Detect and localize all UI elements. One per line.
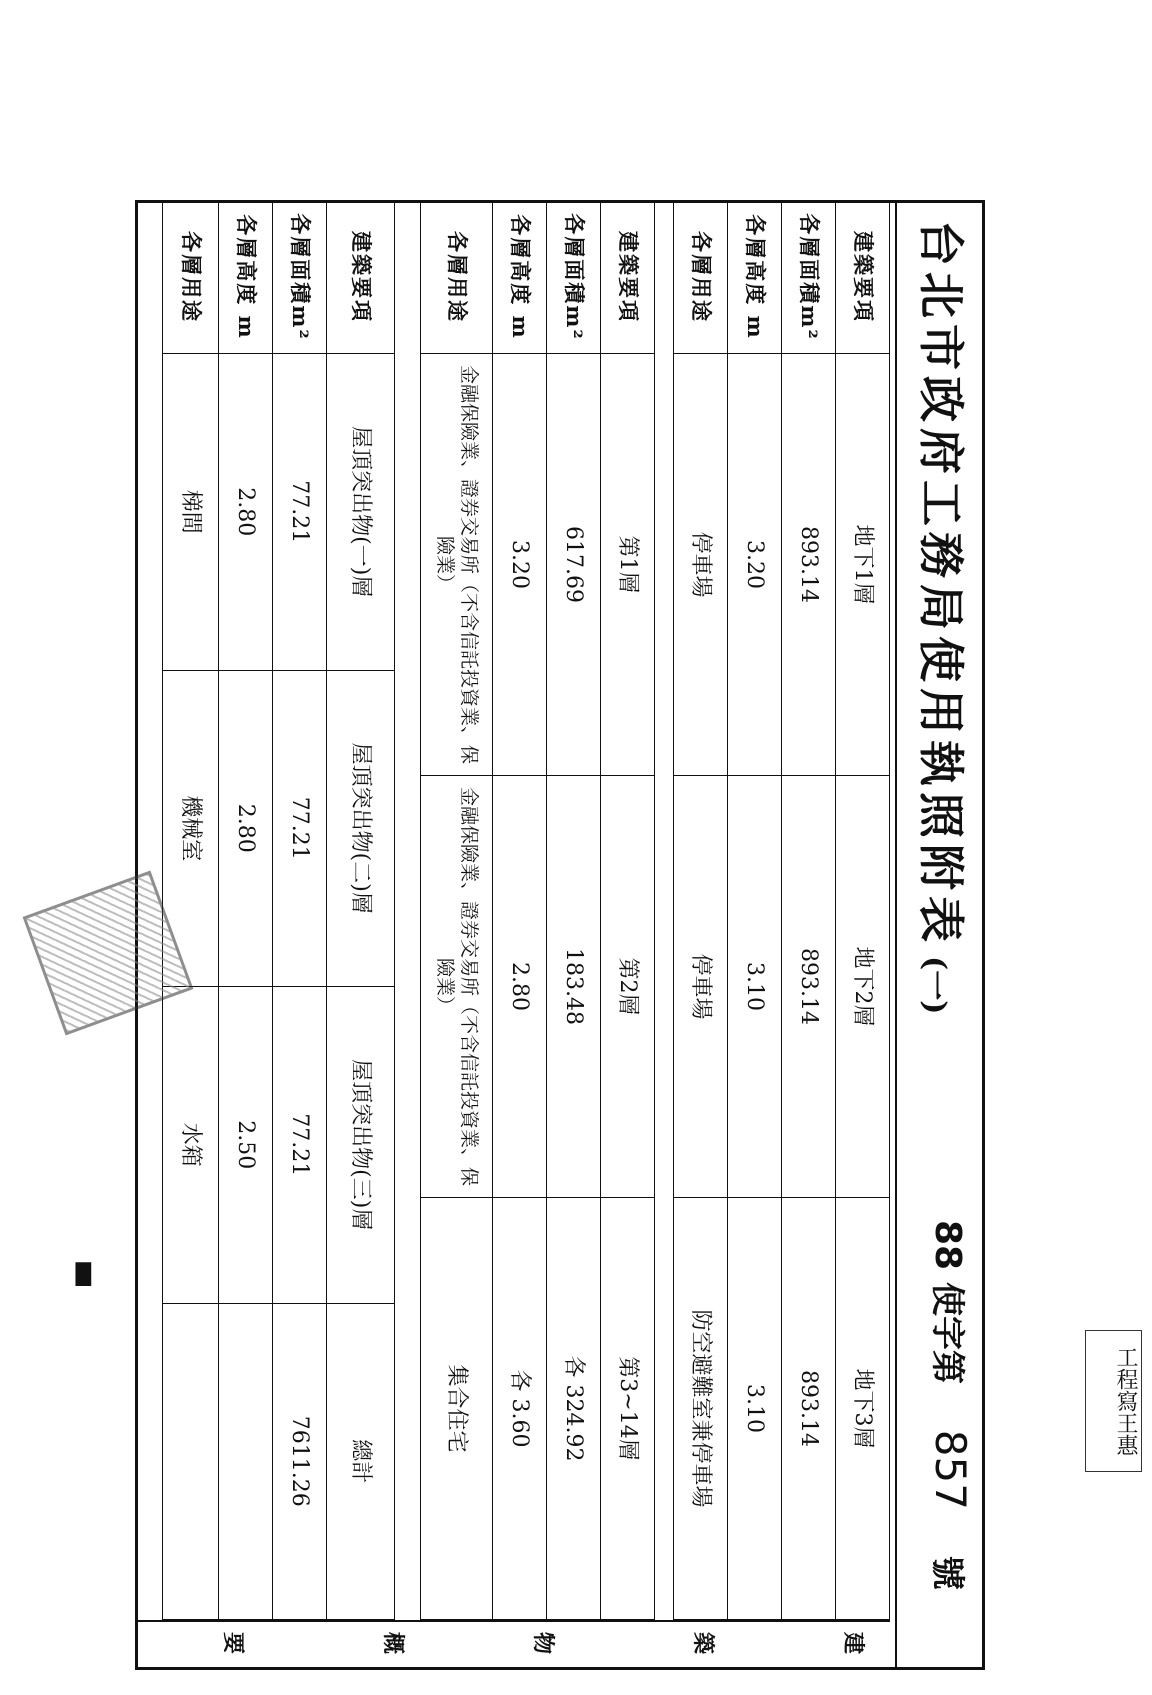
table-cell: 77.21 — [273, 987, 327, 1304]
title-divider — [895, 200, 897, 1670]
table-cell: 屋頂突出物(三)層 — [327, 987, 395, 1304]
table-cell: 183.48 — [547, 776, 601, 1198]
table-cell: 2.50 — [219, 987, 273, 1304]
row-label-use: 各層用途 — [163, 201, 219, 354]
table-cell: 第3~14層 — [601, 1198, 655, 1620]
permit-annex-table — [135, 200, 985, 1670]
section-label-char: 物 — [530, 1632, 556, 1655]
side-stamp-box: 工程寫王惠 — [1085, 1330, 1142, 1472]
permit-unit: 號 — [927, 1555, 967, 1590]
section-label-column — [137, 1620, 890, 1682]
table-cell: 893.14 — [782, 1198, 836, 1620]
table-cell: 2.80 — [219, 670, 273, 987]
table-cell: 77.21 — [273, 354, 327, 671]
table-cell: 梯間 — [163, 354, 219, 671]
table-cell: 7611.26 — [273, 1303, 327, 1620]
section-label-char: 要 — [220, 1632, 246, 1655]
table-cell: 2.80 — [219, 354, 273, 671]
section-label-char: 築 — [690, 1632, 716, 1655]
table-cell: 893.14 — [782, 776, 836, 1198]
table-cell: 屋頂突出物(一)層 — [327, 354, 395, 671]
title-suffix: (一) — [917, 956, 952, 1015]
table-cell: 2.80 — [493, 776, 547, 1198]
permit-serial: 857 — [926, 1429, 975, 1510]
row-label-area: 各層面積m² — [547, 201, 601, 354]
permit-year: 88 — [927, 1220, 968, 1271]
table-cell: 77.21 — [273, 670, 327, 987]
table-rooftop — [162, 200, 395, 1620]
permit-number — [926, 1220, 975, 1590]
section-label-char: 概 — [380, 1632, 406, 1655]
table-cell: 地下3層 — [836, 1198, 890, 1620]
table-cell: 地下1層 — [836, 354, 890, 776]
margin-mark: ▗ — [60, 1240, 91, 1286]
table-cell: 3.10 — [728, 776, 782, 1198]
table-cell: 各 3.60 — [493, 1198, 547, 1620]
table-cell: 停車場 — [674, 776, 728, 1198]
table-cell: 防空避難室兼停車場 — [674, 1198, 728, 1620]
title-text: 台北市政府工務局使用執照附表 — [914, 220, 968, 948]
table-cell: 3.10 — [728, 1198, 782, 1620]
table-cell: 水箱 — [163, 987, 219, 1304]
table-cell: 集合住宅 — [421, 1198, 493, 1620]
document-title — [911, 220, 977, 1014]
row-label-area: 各層面積m² — [782, 201, 836, 354]
row-label-use: 各層用途 — [674, 201, 728, 354]
row-label-use: 各層用途 — [421, 201, 493, 354]
table-floors — [420, 200, 655, 1620]
table-cell: 617.69 — [547, 354, 601, 776]
table-cell: 地下2層 — [836, 776, 890, 1198]
row-label-item: 建築要項 — [601, 201, 655, 354]
row-label-item: 建築要項 — [836, 201, 890, 354]
row-label-item: 建築要項 — [327, 201, 395, 354]
table-cell: 第2層 — [601, 776, 655, 1198]
table-cell — [163, 1303, 219, 1620]
permit-type: 使字第 — [927, 1281, 967, 1384]
table-basement — [673, 200, 890, 1620]
table-cell: 893.14 — [782, 354, 836, 776]
row-label-height: 各層高度 m — [728, 201, 782, 354]
table-cell: 第1層 — [601, 354, 655, 776]
table-cell: 各 324.92 — [547, 1198, 601, 1620]
table-cell: 停車場 — [674, 354, 728, 776]
table-cell: 金融保險業、證券交易所（不含信託投資業、保險業） — [421, 776, 493, 1198]
section-label-char: 建 — [840, 1632, 866, 1655]
table-cell: 3.20 — [728, 354, 782, 776]
row-label-area: 各層面積m² — [273, 201, 327, 354]
table-cell: 屋頂突出物(二)層 — [327, 670, 395, 987]
table-cell: 3.20 — [493, 354, 547, 776]
table-cell: 總計 — [327, 1303, 395, 1620]
table-cell — [219, 1303, 273, 1620]
table-cell: 機械室 — [163, 670, 219, 987]
row-label-height: 各層高度 m — [219, 201, 273, 354]
row-label-height: 各層高度 m — [493, 201, 547, 354]
table-cell: 金融保險業、證券交易所（不含信託投資業、保險業） — [421, 354, 493, 776]
